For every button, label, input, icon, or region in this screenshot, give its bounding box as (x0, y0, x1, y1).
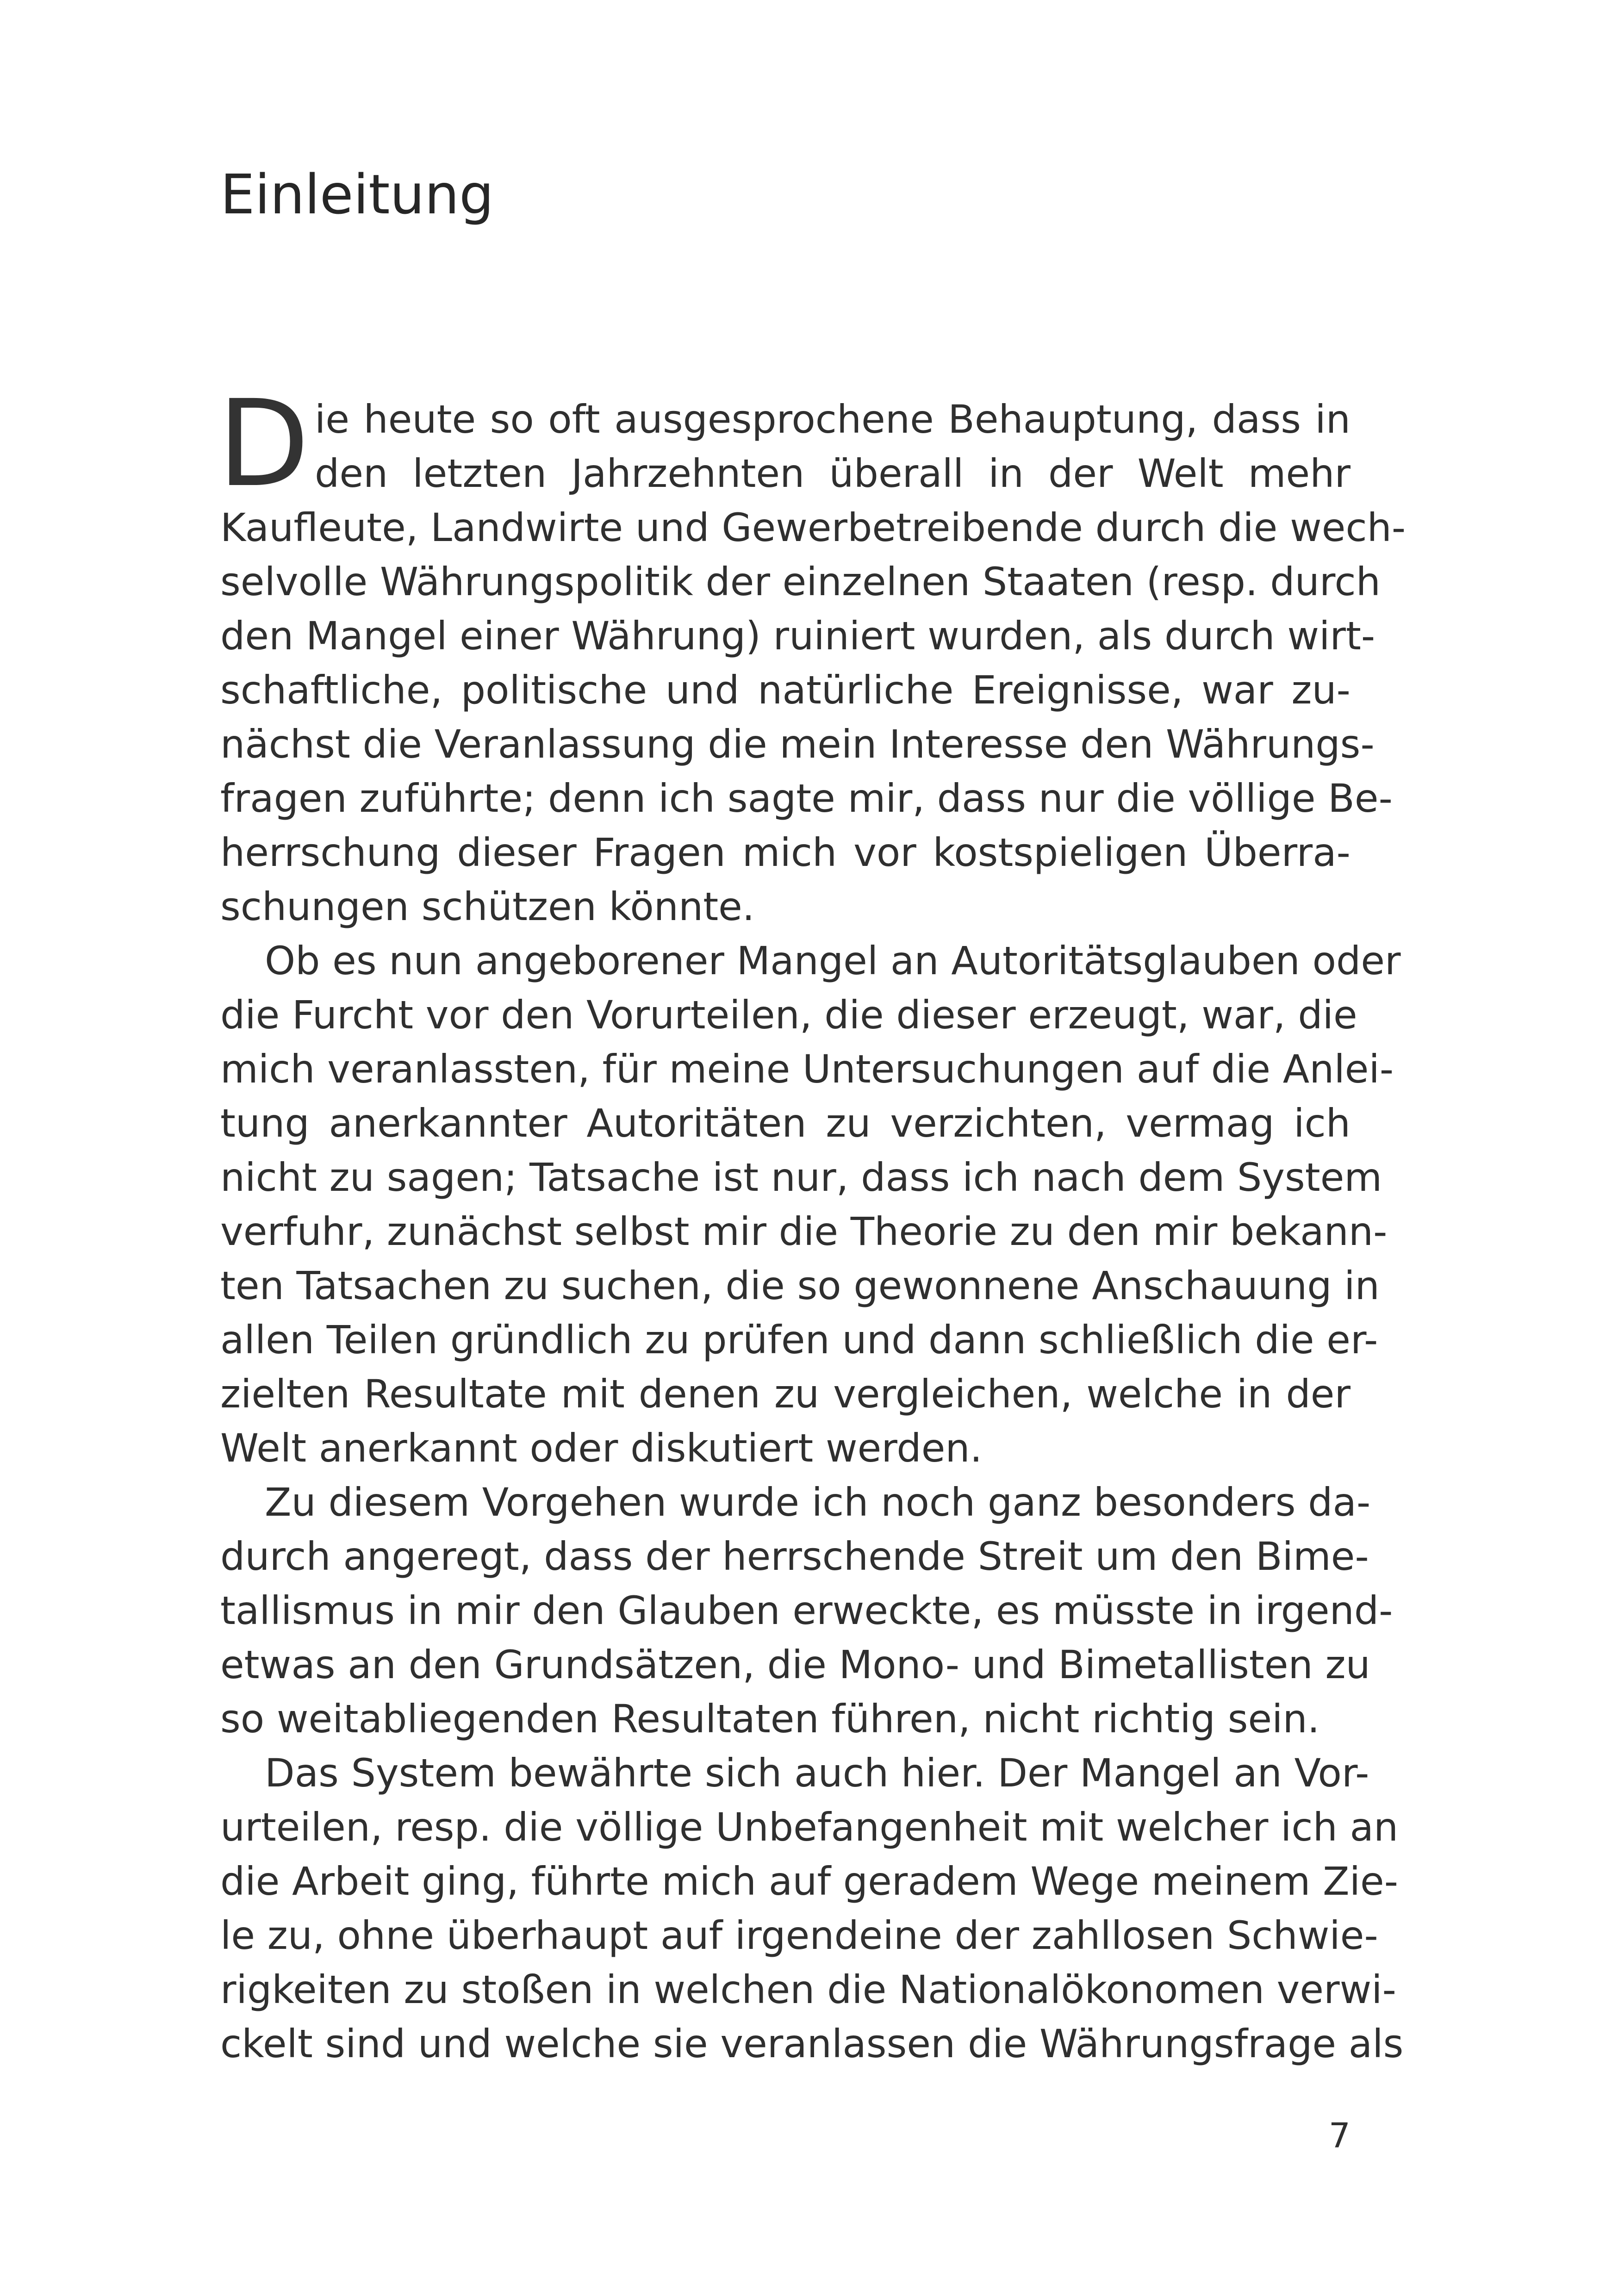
text-line: verfuhr, zunächst selbst mir die Theorie zu den mir bekann- (220, 1209, 1388, 1254)
paragraph-4 (220, 1746, 1404, 2071)
drop-cap: D (218, 374, 310, 513)
text-line: den Mangel einer Währung) ruiniert wurden, als durch wirt- (220, 613, 1375, 659)
text-line: Zu diesem Vorgehen wurde ich noch ganz besonders da- (265, 1480, 1371, 1525)
text-line: rigkeiten zu stoßen in welchen die Nationalökonomen verwi- (220, 1967, 1396, 2012)
text-line: ckelt sind und welche sie veranlassen die Währungsfrage als (220, 2021, 1404, 2066)
text-line: fragen zuführte; denn ich sagte mir, dass nur die völlige Be- (220, 776, 1393, 821)
body-text (218, 374, 1406, 2071)
text-line: den letzten Jahrzehnten überall in der Welt mehr (315, 451, 1350, 496)
text-line: schungen schützen könnte. (220, 884, 755, 929)
paragraph-3 (220, 1475, 1393, 1746)
text-line: die Furcht vor den Vorurteilen, die dieser erzeugt, war, die (220, 992, 1357, 1038)
text-line: Welt anerkannt oder diskutiert werden. (220, 1425, 983, 1471)
text-line: durch angeregt, dass der herrschende Streit um den Bime- (220, 1534, 1369, 1579)
text-line: herrschung dieser Fragen mich vor kostspieligen Überra- (220, 830, 1350, 875)
text-line: selvolle Währungspolitik der einzelnen Staaten (resp. durch (220, 559, 1381, 604)
text-line: tallismus in mir den Glauben erweckte, es müsste in irgend- (220, 1588, 1393, 1633)
text-line: le zu, ohne überhaupt auf irgendeine der zahllosen Schwie- (220, 1913, 1378, 1958)
text-line: allen Teilen gründlich zu prüfen und dann schließlich die er- (220, 1317, 1378, 1363)
text-line: so weitabliegenden Resultaten führen, nicht richtig sein. (220, 1696, 1320, 1742)
page-number: 7 (1328, 2116, 1350, 2156)
text-line: etwas an den Grundsätzen, die Mono- und Bimetallisten zu (220, 1642, 1370, 1687)
text-line: nicht zu sagen; Tatsache ist nur, dass ich nach dem System (220, 1155, 1382, 1200)
text-line: Das System bewährte sich auch hier. Der Mangel an Vor- (265, 1750, 1369, 1796)
text-line: schaftliche, politische und natürliche Ereignisse, war zu- (220, 667, 1350, 713)
paragraph-1 (218, 374, 1406, 934)
text-line: mich veranlassten, für meine Untersuchungen auf die Anlei- (220, 1046, 1394, 1092)
text-line: urteilen, resp. die völlige Unbefangenheit mit welcher ich an (220, 1804, 1399, 1850)
chapter-heading: Einleitung (220, 162, 494, 226)
paragraph-2 (220, 934, 1401, 1475)
text-line: ie heute so oft ausgesprochene Behauptung, dass in (315, 397, 1350, 442)
text-line: die Arbeit ging, führte mich auf geradem Wege meinem Zie- (220, 1859, 1399, 1904)
text-line: Kaufleute, Landwirte und Gewerbetreibende durch die wech- (220, 505, 1406, 550)
text-line: nächst die Veranlassung die mein Interesse den Währungs- (220, 722, 1375, 767)
text-line: Ob es nun angeborener Mangel an Autoritätsglauben oder (265, 938, 1401, 983)
text-line: tung anerkannter Autoritäten zu verzichten, vermag ich (220, 1101, 1350, 1146)
text-line: ten Tatsachen zu suchen, die so gewonnene Anschauung in (220, 1263, 1380, 1308)
text-line: zielten Resultate mit denen zu vergleichen, welche in der (220, 1371, 1350, 1417)
